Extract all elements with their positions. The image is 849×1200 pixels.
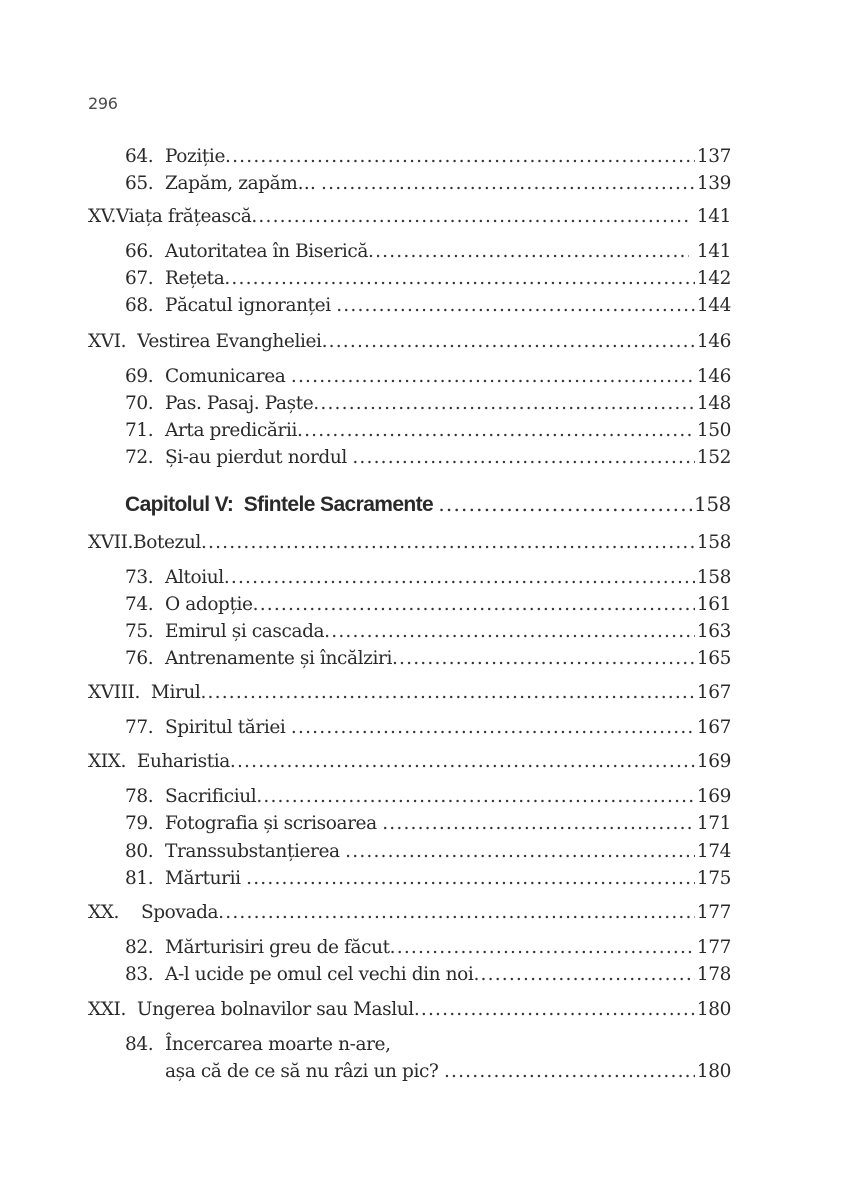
dot-leader <box>225 144 695 170</box>
toc-leader-line <box>88 204 731 230</box>
toc-title: Ungerea bolnavilor sau Maslul <box>136 999 414 1020</box>
toc-page-number: 180 <box>696 1061 731 1082</box>
toc-leader-line <box>88 997 731 1023</box>
toc-number: 79. <box>125 813 154 834</box>
toc-entry <box>0 1059 849 1085</box>
toc-section <box>0 900 849 926</box>
dot-leader <box>218 900 695 926</box>
toc-title: Capitolul V: Sfintele Sacramente <box>125 493 439 516</box>
dot-leader <box>368 239 689 265</box>
toc-entry <box>0 1032 849 1058</box>
toc-page-number: 139 <box>696 173 731 194</box>
toc-entry <box>0 266 849 292</box>
toc-leader-line <box>125 293 731 319</box>
dot-leader <box>352 445 695 471</box>
toc-entry <box>0 784 849 810</box>
toc-title: Viața frățească <box>115 206 252 227</box>
toc-number: 64. <box>125 146 154 167</box>
toc-chapter <box>0 491 849 517</box>
page-number: 296 <box>88 94 118 113</box>
toc-section <box>0 329 849 355</box>
toc-number: 83. <box>125 964 154 985</box>
toc-page-number: 167 <box>696 682 731 703</box>
toc-leader-line <box>125 1032 391 1058</box>
toc-number: 75. <box>125 621 154 642</box>
toc-entry <box>0 592 849 618</box>
toc-page-number: 146 <box>696 331 731 352</box>
toc-title: Transsubstanțierea <box>165 841 346 862</box>
dot-leader <box>253 592 695 618</box>
toc-leader-line <box>125 784 731 810</box>
toc-title: A-l ucide pe omul cel vechi din noi <box>165 964 474 985</box>
toc-number: XVII. <box>88 532 134 553</box>
toc-title: Spiritul tăriei <box>165 717 291 738</box>
toc-leader-line <box>125 811 731 837</box>
toc-number: 74. <box>125 594 154 615</box>
dot-leader <box>324 619 695 645</box>
dot-leader <box>297 418 695 444</box>
toc-title: Sacrificiul <box>165 786 257 807</box>
toc-title: Poziție <box>165 146 225 167</box>
toc-title: Antrenamente și încălziri <box>165 648 392 669</box>
toc-leader-line <box>125 491 731 518</box>
toc-title: așa că de ce să nu râzi un pic? <box>165 1061 444 1082</box>
toc-title: Păcatul ignoranței <box>165 295 337 316</box>
toc-number: 82. <box>125 937 154 958</box>
toc-number: 68. <box>125 295 154 316</box>
toc-title: Zapăm, zapăm… <box>165 173 322 194</box>
toc-leader-line <box>125 391 731 417</box>
dot-leader <box>201 530 695 556</box>
toc-title: Comunicarea <box>165 366 291 387</box>
toc-entry <box>0 565 849 591</box>
toc-title: Și-au pierdut nordul <box>165 447 353 468</box>
toc-entry <box>0 391 849 417</box>
toc-leader-line <box>125 445 731 471</box>
toc-number: 76. <box>125 648 154 669</box>
toc-leader-line <box>125 646 731 672</box>
dot-leader <box>444 1059 695 1085</box>
toc-page-number: 137 <box>696 146 731 167</box>
dot-leader <box>414 997 695 1023</box>
dot-leader <box>251 204 689 230</box>
toc-leader-line <box>125 962 731 988</box>
dot-leader <box>473 962 694 988</box>
toc-leader-line <box>125 364 731 390</box>
toc-title: Vestirea Evangheliei <box>137 331 322 352</box>
toc-title: Botezul <box>133 532 201 553</box>
toc-leader-line <box>88 680 731 706</box>
toc-entry <box>0 364 849 390</box>
toc-entry <box>0 619 849 645</box>
toc-leader-line <box>125 565 731 591</box>
toc-number: XVI. <box>88 331 138 352</box>
toc-section <box>0 997 849 1023</box>
toc-page-number: 144 <box>696 295 731 316</box>
dot-leader <box>224 565 695 591</box>
dot-leader <box>256 784 695 810</box>
toc-leader-line <box>125 418 731 444</box>
toc-number: 84. <box>125 1034 154 1055</box>
toc-section <box>0 680 849 706</box>
toc-page-number: 178 <box>696 964 731 985</box>
toc-title: Pas. Pasaj. Paște <box>165 393 314 414</box>
toc-page-number: 161 <box>696 594 731 615</box>
toc-page-number: 150 <box>696 420 731 441</box>
toc-number: 78. <box>125 786 154 807</box>
toc-page-number: 169 <box>696 786 731 807</box>
toc-title: Rețeta <box>165 268 225 289</box>
toc-entry <box>0 239 849 265</box>
toc-page-number: 158 <box>696 567 731 588</box>
toc-leader-line <box>125 866 731 892</box>
toc-number: XXI. <box>88 999 137 1020</box>
toc-page-number: 142 <box>696 268 731 289</box>
dot-leader <box>345 839 695 865</box>
toc-number: 73. <box>125 567 154 588</box>
toc-entry <box>0 418 849 444</box>
dot-leader <box>336 293 695 319</box>
dot-leader <box>246 866 695 892</box>
toc-number: XIX. <box>88 751 137 772</box>
toc-number: 67. <box>125 268 154 289</box>
toc-leader-line <box>88 749 731 775</box>
toc-title: Emirul și cascada <box>165 621 325 642</box>
toc-entry <box>0 293 849 319</box>
toc-page-number: 163 <box>696 621 731 642</box>
toc-number: XV. <box>88 206 116 227</box>
toc-entry <box>0 715 849 741</box>
toc-number: 71. <box>125 420 154 441</box>
toc-page-number: 171 <box>696 813 731 834</box>
toc-number: 65. <box>125 173 154 194</box>
toc-leader-line <box>165 1059 731 1085</box>
toc-number: 70. <box>125 393 154 414</box>
toc-page-number: 158 <box>696 532 731 553</box>
toc-entry <box>0 839 849 865</box>
toc-entry <box>0 935 849 961</box>
toc-title: Mărturii <box>165 868 247 889</box>
toc-number: 69. <box>125 366 154 387</box>
toc-leader-line <box>88 530 731 556</box>
toc-leader-line <box>125 619 731 645</box>
toc-title: Spovada <box>140 902 219 923</box>
toc-number: 72. <box>125 447 154 468</box>
toc-title: Arta predicării <box>165 420 298 441</box>
toc-leader-line <box>125 715 731 741</box>
toc-page-number: 148 <box>696 393 731 414</box>
toc-number: 81. <box>125 868 154 889</box>
toc-entry <box>0 171 849 197</box>
toc-entry <box>0 144 849 170</box>
dot-leader <box>291 715 695 741</box>
toc-entry <box>0 445 849 471</box>
toc-leader-line <box>88 329 731 355</box>
toc-page-number: 177 <box>696 902 731 923</box>
toc-title: Mirul <box>150 682 201 703</box>
toc-entry <box>0 646 849 672</box>
dot-leader <box>313 391 695 417</box>
toc-page-number: 141 <box>691 241 731 262</box>
toc-page-number: 141 <box>691 206 731 227</box>
dot-leader <box>230 749 695 775</box>
toc-section <box>0 749 849 775</box>
toc-page-number: 175 <box>696 868 731 889</box>
toc-page-number: 158 <box>694 492 731 516</box>
toc-page-number: 174 <box>696 841 731 862</box>
toc-entry <box>0 962 849 988</box>
toc-page-number: 146 <box>696 366 731 387</box>
toc-title: Altoiul <box>165 567 224 588</box>
toc-number: XX. <box>88 902 141 923</box>
toc-section <box>0 204 849 230</box>
toc-page-number: 165 <box>696 648 731 669</box>
toc-section <box>0 530 849 556</box>
toc-number: XVIII. <box>88 682 151 703</box>
toc-leader-line <box>125 144 731 170</box>
toc-page-number: 169 <box>696 751 731 772</box>
toc-leader-line <box>125 239 731 265</box>
toc-page-number: 177 <box>696 937 731 958</box>
toc-number: 80. <box>125 841 154 862</box>
toc-title: Fotografia și scrisoarea <box>165 813 383 834</box>
dot-leader <box>322 329 695 355</box>
dot-leader <box>321 171 695 197</box>
toc-leader-line <box>125 935 731 961</box>
toc-title: Autoritatea în Biserică <box>165 241 368 262</box>
dot-leader <box>200 680 694 706</box>
dot-leader <box>438 491 692 517</box>
dot-leader <box>224 266 695 292</box>
toc-page-number: 167 <box>696 717 731 738</box>
toc-leader-line <box>125 592 731 618</box>
toc-entry <box>0 866 849 892</box>
toc-title: Euharistia <box>136 751 230 772</box>
dot-leader <box>291 364 695 390</box>
toc-page-number: 152 <box>696 447 731 468</box>
toc-title: O adopție <box>165 594 253 615</box>
dot-leader <box>392 646 695 672</box>
dot-leader <box>382 811 695 837</box>
toc-number: 77. <box>125 717 154 738</box>
toc-title: Mărturisiri greu de făcut <box>165 937 390 958</box>
toc-leader-line <box>125 266 731 292</box>
toc-entry <box>0 811 849 837</box>
toc-leader-line <box>88 900 731 926</box>
dot-leader <box>390 935 695 961</box>
toc-title: Încercarea moarte n-are, <box>165 1034 391 1055</box>
toc-number: 66. <box>125 241 154 262</box>
toc-page-number: 180 <box>696 999 731 1020</box>
toc-leader-line <box>125 839 731 865</box>
toc-leader-line <box>125 171 731 197</box>
